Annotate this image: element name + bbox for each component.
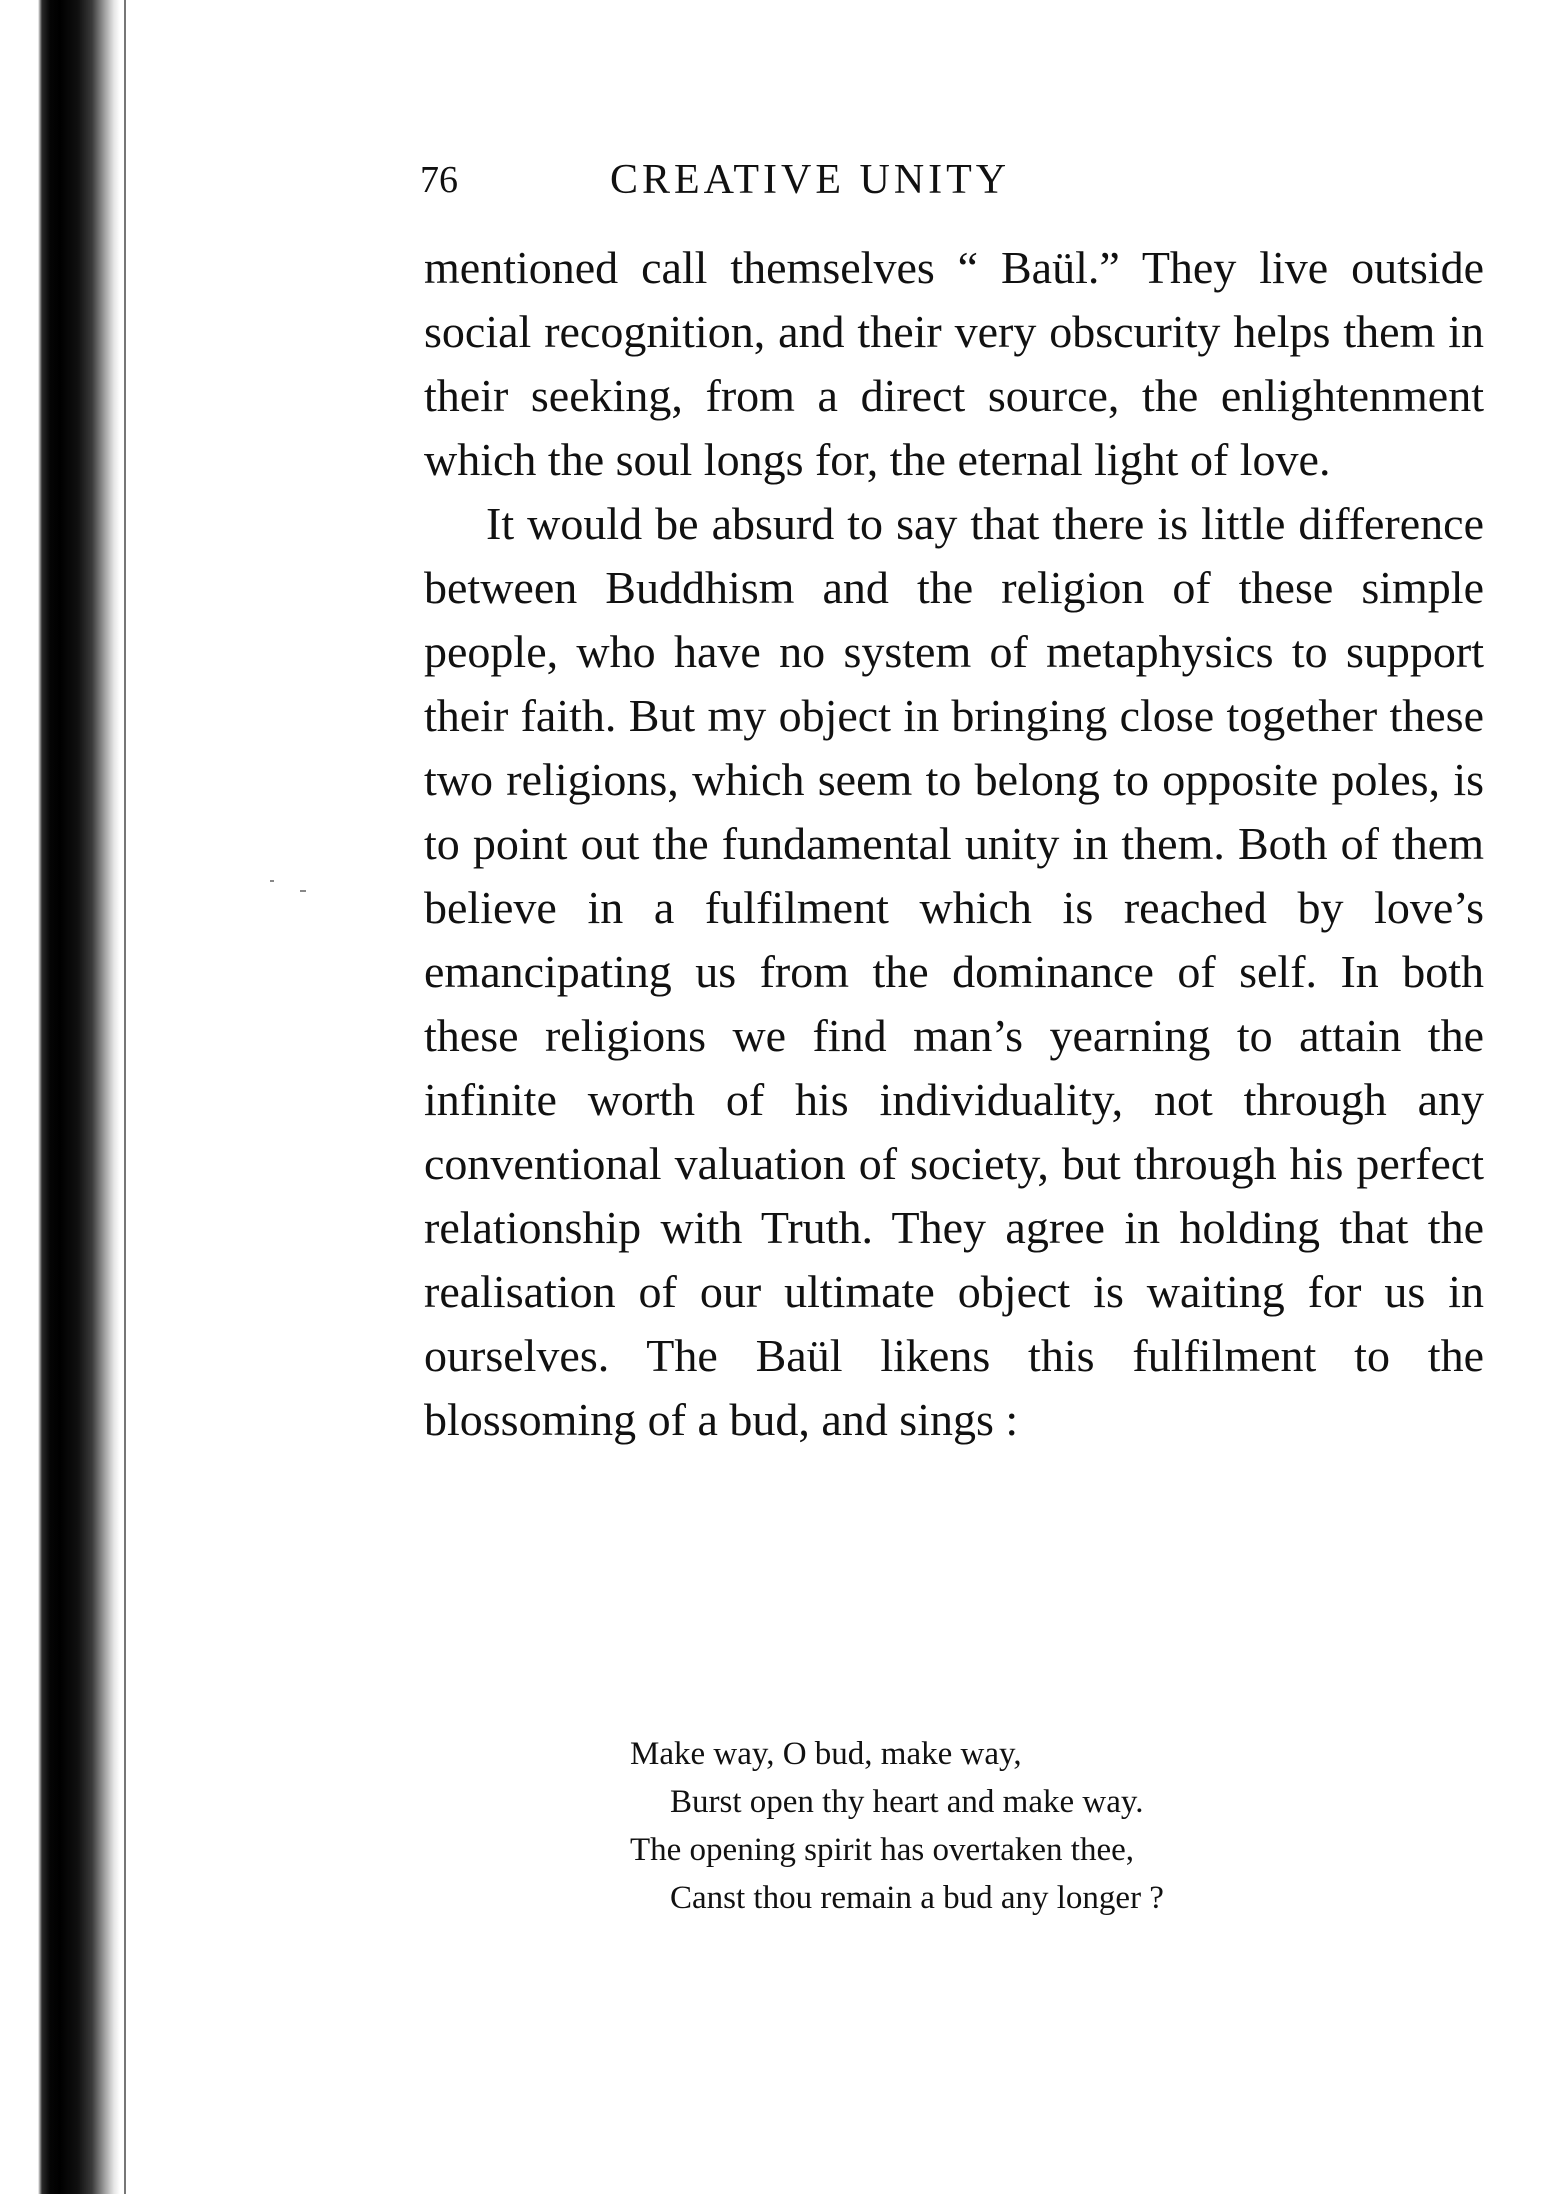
page-number: 76: [420, 159, 458, 201]
poem-line: Canst thou remain a bud any longer ?: [670, 1880, 1164, 1916]
poem-line: Burst open thy heart and make way.: [670, 1784, 1144, 1820]
page-header: [420, 150, 1220, 210]
body-text: [424, 236, 1484, 1452]
poem-line: The opening spirit has overtaken thee,: [630, 1832, 1135, 1868]
poem-line: Make way, O bud, make way,: [630, 1736, 1022, 1772]
scan-speck: [270, 880, 274, 882]
running-title: CREATIVE UNITY: [610, 157, 1011, 203]
book-binding-shadow: [0, 0, 120, 2194]
scan-speck: [300, 890, 306, 892]
paragraph-continued: mentioned call themselves “ Baül.” They live outside social recognition, and their very obscurity helps them in their seeking, from a direct source, the enlightenment which the soul longs for, the eternal light of love.: [424, 242, 1484, 485]
page-edge-line: [124, 0, 126, 2194]
poem-quote: [630, 1730, 1350, 1922]
paragraph-buddhism-baul: It would be absurd to say that there is little difference between Buddhism and the religion of these simple people, who have no system of metaphysics to support their faith. But my object in bringing close together these two religions, which seem to belong to opposite poles, is to point out the fundamental unity in them. Both of them believe in a fulfilment which is reached by love’s emancipating us from the dominance of self. In both these religions we find man’s yearning to attain the infinite worth of his individuality, not through any conventional valuation of society, but through his perfect relationship with Truth. They agree in holding that the realisation of our ultimate object is waiting for us in ourselves. The Baül likens this fulfilment to the blossoming of a bud, and sings :: [424, 498, 1484, 1445]
